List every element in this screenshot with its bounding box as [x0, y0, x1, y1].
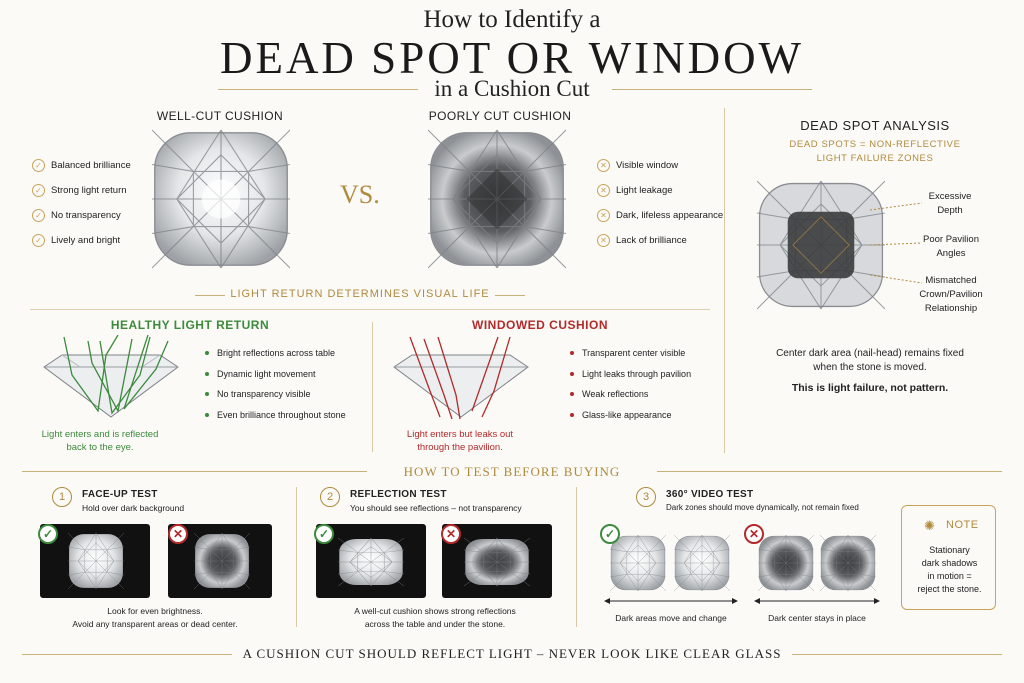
note-title: NOTE: [946, 519, 979, 531]
check-icon: ✓: [32, 234, 45, 247]
x-icon: ✕: [597, 234, 610, 247]
step-number-1: 1: [52, 487, 72, 507]
x-icon: ✕: [597, 209, 610, 222]
label-mismatched: Mismatched Crown/Pavilion Relationship: [919, 275, 983, 314]
x-icon: ✕: [597, 159, 610, 172]
windowed-light-diagram: [390, 335, 532, 420]
windowed-points: [570, 343, 720, 425]
test-2-title: REFLECTION TEST: [350, 489, 447, 500]
video-frame-good-2: [674, 535, 730, 591]
test-3-caption-right: Dark center stays in place: [768, 613, 866, 623]
note-box: [901, 505, 996, 610]
sun-icon: ✺: [924, 518, 935, 533]
divider: [792, 654, 1002, 655]
divider: [495, 295, 525, 296]
test-1-subtitle: Hold over dark background: [82, 503, 185, 513]
check-badge-icon: ✓: [314, 524, 334, 544]
x-badge-icon: ✕: [441, 524, 461, 544]
list-item: ✓ No transparency: [32, 203, 152, 228]
step-number-3: 3: [636, 487, 656, 507]
list-item: Light leaks through pavilion: [570, 364, 720, 385]
list-item: ✓ Balanced brilliance: [32, 153, 152, 178]
video-frame-bad-1: [758, 535, 814, 591]
analysis-subtitle: DEAD SPOTS = NON-REFLECTIVE LIGHT FAILURE ZONES: [789, 139, 961, 164]
label-poor-pavilion: Poor Pavilion Angles: [923, 234, 979, 259]
check-icon: ✓: [32, 184, 45, 197]
divider: [576, 487, 577, 627]
list-item: ✓ Lively and bright: [32, 228, 152, 253]
double-arrow-icon: [754, 596, 880, 606]
x-badge-icon: ✕: [168, 524, 188, 544]
analysis-note: Center dark area (nail-head) remains fixed when the stone is moved.: [776, 348, 964, 373]
video-frame-bad-2: [820, 535, 876, 591]
divider: [30, 309, 710, 310]
video-frame-good-1: [610, 535, 666, 591]
divider: [372, 322, 373, 452]
analysis-emphasis: This is light failure, not pattern.: [791, 382, 949, 394]
divider: [22, 471, 367, 472]
divider: [22, 654, 232, 655]
page-title: DEAD SPOT OR WINDOW: [219, 33, 805, 83]
list-item: Transparent center visible: [570, 343, 720, 364]
x-icon: ✕: [597, 184, 610, 197]
list-item: No transparency visible: [205, 384, 375, 405]
healthy-light-diagram: [40, 335, 182, 420]
test-3-caption-left: Dark areas move and change: [615, 613, 727, 623]
divider: [724, 108, 725, 453]
divider: [657, 471, 1002, 472]
check-icon: ✓: [32, 159, 45, 172]
list-item: ✕ Light leakage: [597, 178, 727, 203]
healthy-caption: Light enters and is reflected back to the eye.: [41, 429, 159, 453]
label-excessive-depth: Excessive Depth: [928, 191, 972, 216]
divider: [296, 487, 297, 627]
windowed-title: WINDOWED CUSHION: [472, 318, 608, 332]
vs-label: VS.: [340, 180, 380, 209]
test-1-caption: Look for even brightness. Avoid any transparent areas or dead center.: [72, 606, 238, 629]
note-text: Stationary dark shadows in motion = reject the stone.: [917, 545, 982, 594]
x-badge-icon: ✕: [744, 524, 764, 544]
step-number-2: 2: [320, 487, 340, 507]
check-badge-icon: ✓: [600, 524, 620, 544]
banner-light-return: LIGHT RETURN DETERMINES VISUAL LIFE: [230, 288, 490, 300]
poor-cut-title: POORLY CUT CUSHION: [428, 109, 572, 123]
title-line-1: How to Identify a: [423, 6, 601, 33]
check-badge-icon: ✓: [38, 524, 58, 544]
dead-spot-diamond-image: [757, 180, 885, 310]
well-cut-points: [32, 153, 152, 253]
list-item: ✕ Visible window: [597, 153, 727, 178]
test-2-caption: A well-cut cushion shows strong reflections across the table and under the stone.: [354, 606, 516, 629]
list-item: ✕ Lack of brilliance: [597, 228, 727, 253]
divider: [195, 295, 225, 296]
footer-text: A CUSHION CUT SHOULD REFLECT LIGHT – NEVER LOOK LIKE CLEAR GLASS: [242, 646, 782, 661]
check-icon: ✓: [32, 209, 45, 222]
test-2-subtitle: You should see reflections – not transparency: [350, 503, 522, 513]
analysis-title: DEAD SPOT ANALYSIS: [800, 118, 950, 133]
double-arrow-icon: [604, 596, 738, 606]
list-item: Weak reflections: [570, 384, 720, 405]
poor-cut-diamond-image: [428, 128, 566, 270]
poor-cut-points: [597, 153, 727, 253]
list-item: ✕ Dark, lifeless appearance: [597, 203, 727, 228]
test-1-title: FACE-UP TEST: [82, 489, 158, 500]
list-item: ✓ Strong light return: [32, 178, 152, 203]
healthy-title: HEALTHY LIGHT RETURN: [110, 318, 270, 332]
title-line-3: in a Cushion Cut: [434, 76, 590, 101]
windowed-caption: Light enters but leaks out through the pavilion.: [406, 429, 514, 453]
list-item: Dynamic light movement: [205, 364, 375, 385]
test-3-subtitle: Dark zones should move dynamically, not remain fixed: [666, 503, 859, 512]
test-3-title: 360° VIDEO TEST: [666, 489, 754, 500]
well-cut-title: WELL-CUT CUSHION: [156, 109, 284, 123]
list-item: Glass-like appearance: [570, 405, 720, 426]
list-item: Even brilliance throughout stone: [205, 405, 375, 426]
tests-heading: HOW TO TEST BEFORE BUYING: [403, 464, 621, 479]
list-item: Bright reflections across table: [205, 343, 375, 364]
healthy-points: [205, 343, 375, 425]
well-cut-diamond-image: [152, 128, 290, 270]
